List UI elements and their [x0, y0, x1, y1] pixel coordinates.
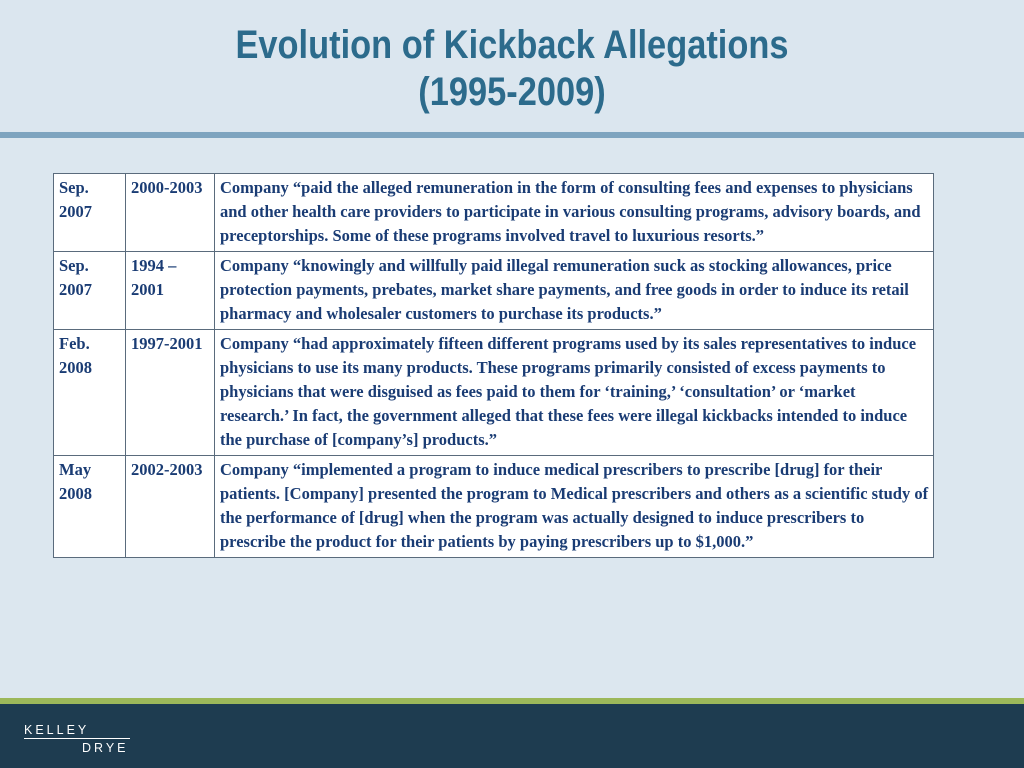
logo-divider — [24, 738, 130, 739]
table-row — [54, 456, 934, 558]
period-cell: 2000-2003 — [126, 174, 215, 252]
table-row — [54, 252, 934, 330]
period-cell: 2002-2003 — [126, 456, 215, 558]
slide-title-line-1: Evolution of Kickback Allegations — [235, 23, 789, 67]
footer-bar — [0, 704, 1024, 768]
allegation-cell: Company “paid the alleged remuneration in the form of consulting fees and expenses to physicians and other health care providers to participate in various consulting programs, advisory boards, and preceptorships. Some of these programs involved travel to luxurious resorts.” — [215, 174, 934, 252]
period-cell: 1994 – 2001 — [126, 252, 215, 330]
period-cell: 1997-2001 — [126, 330, 215, 456]
date-cell: Sep. 2007 — [54, 174, 126, 252]
date-cell: Sep. 2007 — [54, 252, 126, 330]
date-cell: Feb. 2008 — [54, 330, 126, 456]
logo-text-bottom: DRYE — [82, 741, 129, 755]
kelley-drye-logo — [24, 723, 136, 759]
date-cell: May 2008 — [54, 456, 126, 558]
allegation-cell: Company “had approximately fifteen different programs used by its sales representatives to induce physicians to use its many products. These programs primarily consisted of excess payments to physicians that were disguised as fees paid to them for ‘training,’ ‘consultation’ or ‘market research.’ In fact, the government alleged that these fees were illegal kickbacks intended to induce the purchase of [company’s] products.” — [215, 330, 934, 456]
slide-title — [72, 22, 953, 116]
allegations-table — [53, 173, 934, 558]
table-row — [54, 330, 934, 456]
slide-title-line-2: (1995-2009) — [418, 70, 606, 114]
table-row — [54, 174, 934, 252]
logo-text-top: KELLEY — [24, 723, 90, 737]
title-area — [0, 0, 1024, 132]
allegation-cell: Company “implemented a program to induce medical prescribers to prescribe [drug] for their patients. [Company] presented the program to Medical prescribers and others as a scientific study of the performance of [drug] when the program was actually designed to induce prescribers to prescribe the product for their patients by paying prescribers up to $1,000.” — [215, 456, 934, 558]
allegation-cell: Company “knowingly and willfully paid illegal remuneration suck as stocking allowances, price protection payments, prebates, market share payments, and free goods in order to induce its retail pharmacy and wholesaler customers to purchase its products.” — [215, 252, 934, 330]
